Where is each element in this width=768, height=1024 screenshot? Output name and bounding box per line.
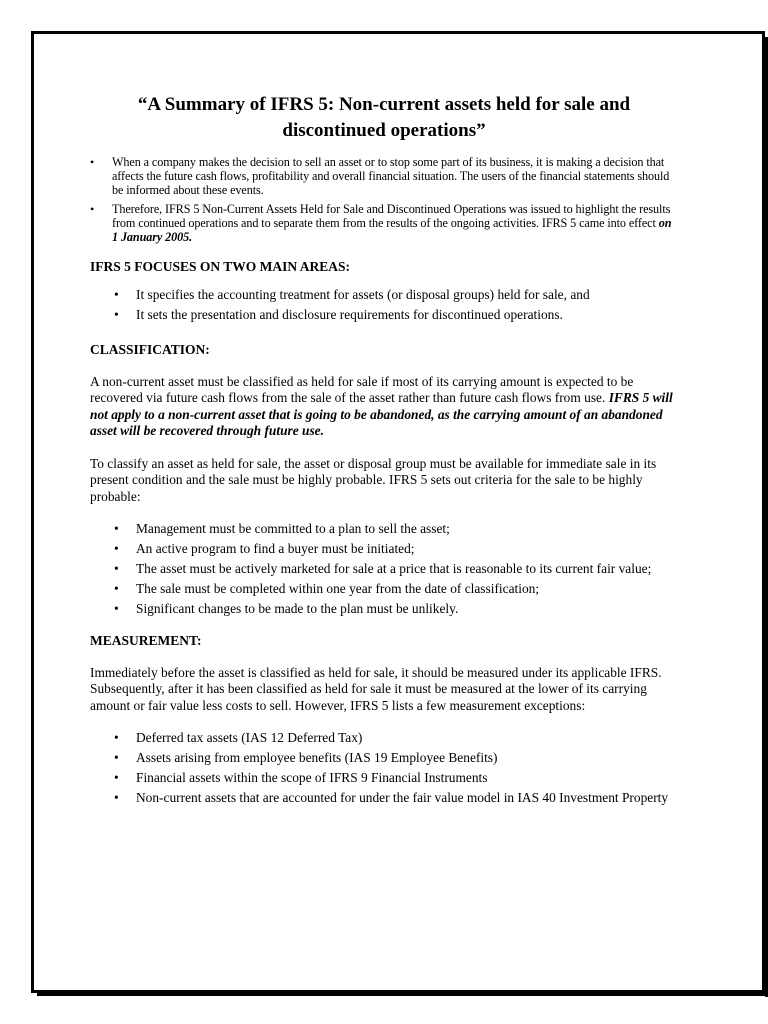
intro-item: • When a company makes the decision to sell an asset or to stop some part of its business, it is making a decision that affects the future cash flows, profitability and overall financial situation. The users of the financial statements should be informed about these events. bbox=[90, 155, 670, 197]
bullet-icon: • bbox=[90, 155, 95, 169]
list-item: • The asset must be actively marketed for sale at a price that is reasonable to its current fair value; bbox=[114, 561, 652, 576]
bullet-icon: • bbox=[114, 730, 119, 745]
document-body bbox=[90, 92, 678, 810]
measurement-heading: MEASUREMENT: bbox=[90, 632, 202, 648]
criteria-list bbox=[90, 521, 678, 618]
document-title bbox=[90, 92, 678, 144]
measurement-paragraph: Immediately before the asset is classified as held for sale, it should be measured under its applicable IFRS. Subsequently, after it has been classified as held for sale it must be measured at the lower of its carrying amount or fair value less costs to sell. However, IFRS 5 lists a few measurement exceptions: bbox=[90, 664, 662, 713]
bullet-icon: • bbox=[114, 287, 119, 302]
bullet-icon: • bbox=[114, 770, 119, 785]
title-line-1: “A Summary of IFRS 5: Non-current assets held for sale and bbox=[137, 94, 631, 115]
classification-heading: CLASSIFICATION: bbox=[90, 341, 210, 357]
list-item: • Significant changes to be made to the plan must be unlikely. bbox=[114, 601, 459, 616]
focus-list bbox=[90, 287, 678, 324]
list-item: • It sets the presentation and disclosure requirements for discontinued operations. bbox=[114, 307, 563, 322]
intro-list bbox=[90, 155, 678, 244]
criteria-intro-paragraph: To classify an asset as held for sale, the asset or disposal group must be available for immediate sale in its present condition and the sale must be highly probable. IFRS 5 sets out criteria for the sale to be highly probable: bbox=[90, 455, 657, 504]
title-line-2: discontinued operations” bbox=[282, 120, 486, 141]
focus-heading: IFRS 5 FOCUSES ON TWO MAIN AREAS: bbox=[90, 259, 351, 274]
exceptions-list bbox=[90, 730, 678, 807]
classification-paragraph: A non-current asset must be classified as held for sale if most of its carrying amount is expected to be recovered via future cash flows from the sale of the asset rather than future cash flows from use. IFRS 5 will not apply to a non-current asset that is going to be abandoned, as the carrying amount of an abandoned asset will be recovered through future use. bbox=[90, 373, 673, 438]
list-item: • Non-current assets that are accounted for under the fair value model in IAS 40 Investment Property bbox=[114, 790, 669, 805]
bullet-icon: • bbox=[114, 581, 119, 596]
bullet-icon: • bbox=[114, 561, 119, 576]
effective-date: on 1 January 2005. bbox=[112, 216, 672, 244]
bullet-icon: • bbox=[114, 790, 119, 805]
list-item: • The sale must be completed within one year from the date of classification; bbox=[114, 581, 540, 596]
list-item: • Management must be committed to a plan to sell the asset; bbox=[114, 521, 450, 536]
bullet-icon: • bbox=[114, 601, 119, 616]
bullet-icon: • bbox=[114, 521, 119, 536]
page-shadow-bottom bbox=[37, 991, 768, 996]
bullet-icon: • bbox=[114, 541, 119, 556]
list-item: • Assets arising from employee benefits (IAS 19 Employee Benefits) bbox=[114, 750, 498, 765]
list-item: • Financial assets within the scope of IFRS 9 Financial Instruments bbox=[114, 770, 488, 785]
list-item: • It specifies the accounting treatment for assets (or disposal groups) held for sale, and bbox=[114, 287, 590, 302]
bullet-icon: • bbox=[90, 202, 95, 216]
bullet-icon: • bbox=[114, 750, 119, 765]
classification-emphasis: IFRS 5 will not apply to a non-current asset that is going to be abandoned, as the carrying amount of an abandoned asset will be recovered through future use. bbox=[90, 390, 673, 438]
list-item: • Deferred tax assets (IAS 12 Deferred Tax) bbox=[114, 730, 363, 745]
list-item: • An active program to find a buyer must be initiated; bbox=[114, 541, 415, 556]
bullet-icon: • bbox=[114, 307, 119, 322]
intro-item: • Therefore, IFRS 5 Non-Current Assets Held for Sale and Discontinued Operations was issued to highlight the results from continued operations and to separate them from the results of the ongoing activities. IFRS 5 came into effect on 1 January 2005. bbox=[90, 202, 672, 244]
